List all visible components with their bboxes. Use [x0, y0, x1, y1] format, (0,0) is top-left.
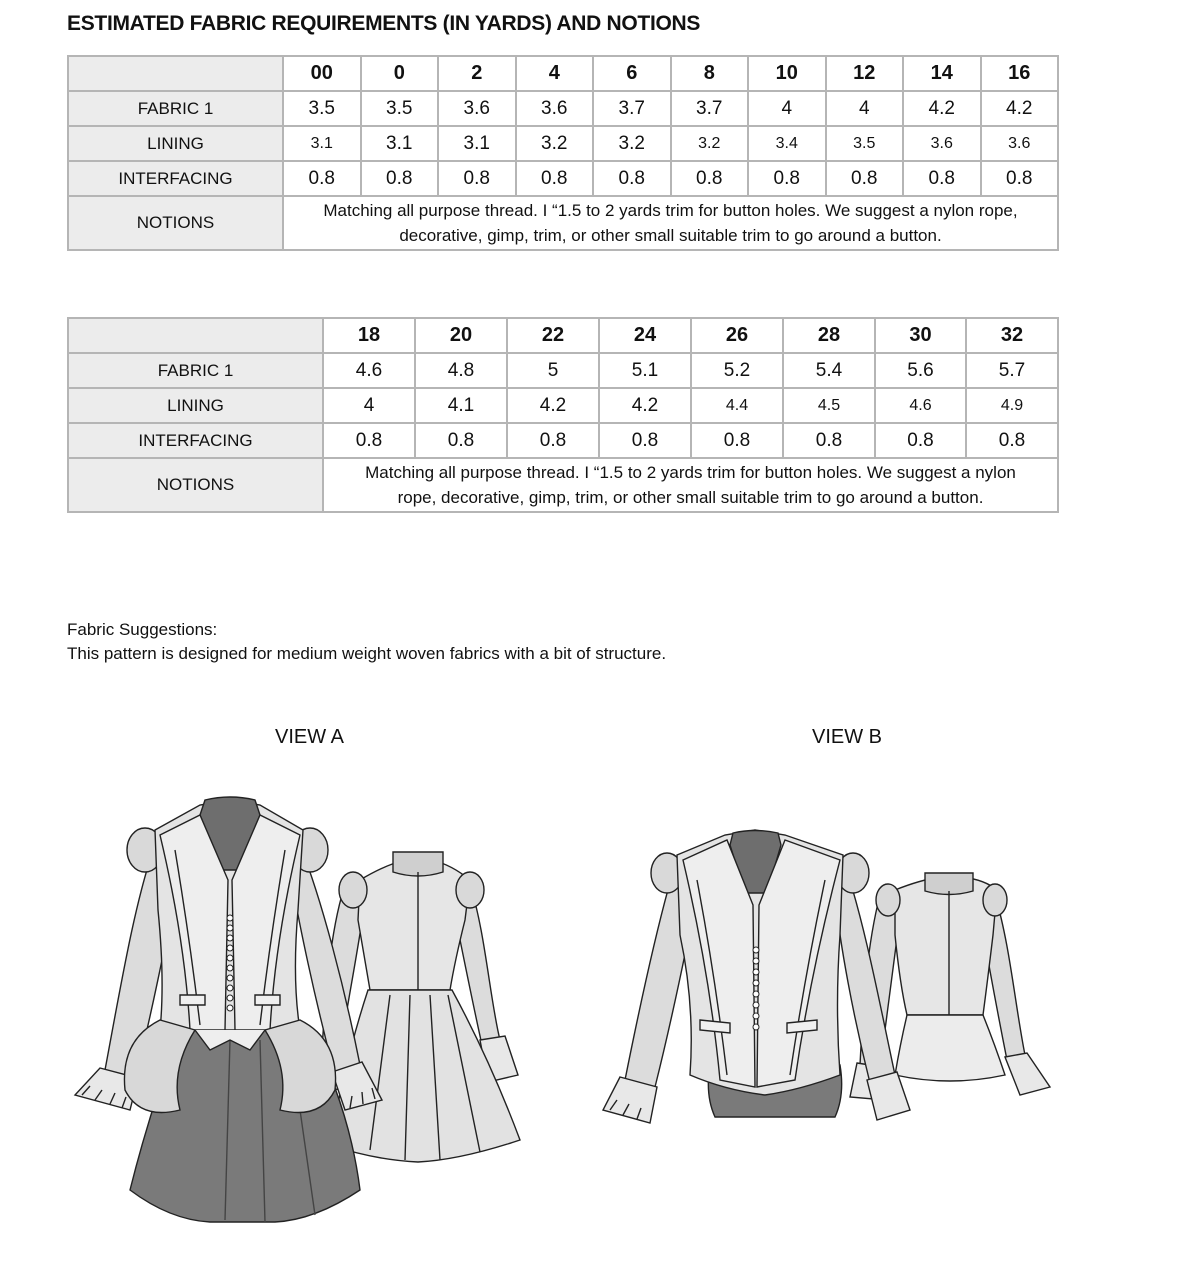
row-label: NOTIONS — [68, 458, 323, 512]
notions-line: rope, decorative, gimp, trim, or other small suitable trim to go around a button. — [397, 488, 984, 507]
table-cell: 0.8 — [826, 161, 904, 196]
table-cell: 4 — [826, 91, 904, 126]
page-title: ESTIMATED FABRIC REQUIREMENTS (IN YARDS) AND NOTIONS — [67, 12, 701, 35]
notions-line: decorative, gimp, trim, or other small suitable trim to go around a button. — [399, 226, 942, 245]
table-cell: 0.8 — [415, 423, 507, 458]
table-cell: 0.8 — [593, 161, 671, 196]
table-cell: 0.8 — [599, 423, 691, 458]
row-label: INTERFACING — [68, 423, 323, 458]
header-corner-cell — [68, 318, 323, 353]
table-cell: 5.6 — [875, 353, 966, 388]
table-cell: 0.8 — [438, 161, 516, 196]
size-header: 18 — [323, 318, 415, 353]
view-b-label: VIEW B — [812, 726, 883, 748]
size-header: 6 — [593, 56, 671, 91]
size-header: 26 — [691, 318, 783, 353]
table-row-lining — [68, 388, 1058, 423]
size-header: 4 — [516, 56, 594, 91]
fabric-suggestions-text: This pattern is designed for medium weight woven fabrics with a bit of structure. — [67, 644, 667, 663]
table-cell: 3.1 — [361, 126, 439, 161]
table-cell: 0.8 — [875, 423, 966, 458]
table-cell: 5.7 — [966, 353, 1058, 388]
table-cell: 4.6 — [323, 353, 415, 388]
table-row-interfacing — [68, 423, 1058, 458]
notions-cell — [283, 196, 1058, 250]
notions-line: Matching all purpose thread. I “1.5 to 2 yards trim for button holes. We suggest a nylon — [365, 463, 1016, 482]
table-cell: 3.2 — [516, 126, 594, 161]
table-cell: 3.6 — [981, 126, 1059, 161]
table-cell: 3.2 — [671, 126, 749, 161]
table-cell: 4.6 — [875, 388, 966, 423]
table-cell: 4.2 — [981, 91, 1059, 126]
size-header-row — [68, 318, 1058, 353]
size-header: 00 — [283, 56, 361, 91]
header-corner-cell — [68, 56, 283, 91]
table-cell: 0.8 — [323, 423, 415, 458]
size-header: 16 — [981, 56, 1059, 91]
table-cell: 0.8 — [671, 161, 749, 196]
size-header: 32 — [966, 318, 1058, 353]
table-cell: 4.2 — [903, 91, 981, 126]
table-cell: 3.6 — [438, 91, 516, 126]
row-label: FABRIC 1 — [68, 91, 283, 126]
table-cell: 3.5 — [826, 126, 904, 161]
table-cell: 4.5 — [783, 388, 875, 423]
size-header: 12 — [826, 56, 904, 91]
table-row-lining — [68, 126, 1058, 161]
size-header: 30 — [875, 318, 966, 353]
table-cell: 0.8 — [283, 161, 361, 196]
table-row-fabric — [68, 353, 1058, 388]
table-cell: 3.6 — [516, 91, 594, 126]
size-header-row — [68, 56, 1058, 91]
table-cell: 4.1 — [415, 388, 507, 423]
view-b-jacket-illustration — [595, 825, 1060, 1145]
row-label: FABRIC 1 — [68, 353, 323, 388]
table-row-fabric — [68, 91, 1058, 126]
table-cell: 4.8 — [415, 353, 507, 388]
table-row-notions — [68, 458, 1058, 512]
table-cell: 4.2 — [507, 388, 599, 423]
row-label: LINING — [68, 388, 323, 423]
table-cell: 3.5 — [361, 91, 439, 126]
table-cell: 5.1 — [599, 353, 691, 388]
row-label: INTERFACING — [68, 161, 283, 196]
table-cell: 3.5 — [283, 91, 361, 126]
view-a-jacket-illustration — [60, 790, 530, 1240]
size-header: 28 — [783, 318, 875, 353]
size-header: 22 — [507, 318, 599, 353]
fabric-requirements-table-sizes-18-32 — [67, 317, 1059, 513]
table-cell: 0.8 — [691, 423, 783, 458]
size-header: 24 — [599, 318, 691, 353]
size-header: 8 — [671, 56, 749, 91]
table-cell: 0.8 — [966, 423, 1058, 458]
table-row-notions — [68, 196, 1058, 250]
table-cell: 4 — [748, 91, 826, 126]
table-cell: 4.4 — [691, 388, 783, 423]
table-cell: 5 — [507, 353, 599, 388]
table-cell: 0.8 — [783, 423, 875, 458]
fabric-suggestions — [67, 618, 666, 666]
table-cell: 0.8 — [748, 161, 826, 196]
fabric-requirements-table-sizes-00-16 — [67, 55, 1059, 251]
size-header: 0 — [361, 56, 439, 91]
table-cell: 0.8 — [361, 161, 439, 196]
table-cell: 3.7 — [671, 91, 749, 126]
table-cell: 0.8 — [981, 161, 1059, 196]
table-cell: 3.1 — [438, 126, 516, 161]
table-cell: 0.8 — [516, 161, 594, 196]
notions-cell — [323, 458, 1058, 512]
table-cell: 0.8 — [903, 161, 981, 196]
size-header: 20 — [415, 318, 507, 353]
size-header: 2 — [438, 56, 516, 91]
table-cell: 4.2 — [599, 388, 691, 423]
table-cell: 0.8 — [507, 423, 599, 458]
notions-line: Matching all purpose thread. I “1.5 to 2 yards trim for button holes. We suggest a nylon rope, — [323, 201, 1018, 220]
table-cell: 3.4 — [748, 126, 826, 161]
table-cell: 5.2 — [691, 353, 783, 388]
row-label: NOTIONS — [68, 196, 283, 250]
size-header: 10 — [748, 56, 826, 91]
table-cell: 4.9 — [966, 388, 1058, 423]
table-cell: 3.1 — [283, 126, 361, 161]
table-row-interfacing — [68, 161, 1058, 196]
fabric-suggestions-heading: Fabric Suggestions: — [67, 620, 218, 639]
table-cell: 5.4 — [783, 353, 875, 388]
table-cell: 4 — [323, 388, 415, 423]
view-a-label: VIEW A — [275, 726, 344, 748]
table-cell: 3.7 — [593, 91, 671, 126]
size-header: 14 — [903, 56, 981, 91]
table-cell: 3.6 — [903, 126, 981, 161]
row-label: LINING — [68, 126, 283, 161]
table-cell: 3.2 — [593, 126, 671, 161]
